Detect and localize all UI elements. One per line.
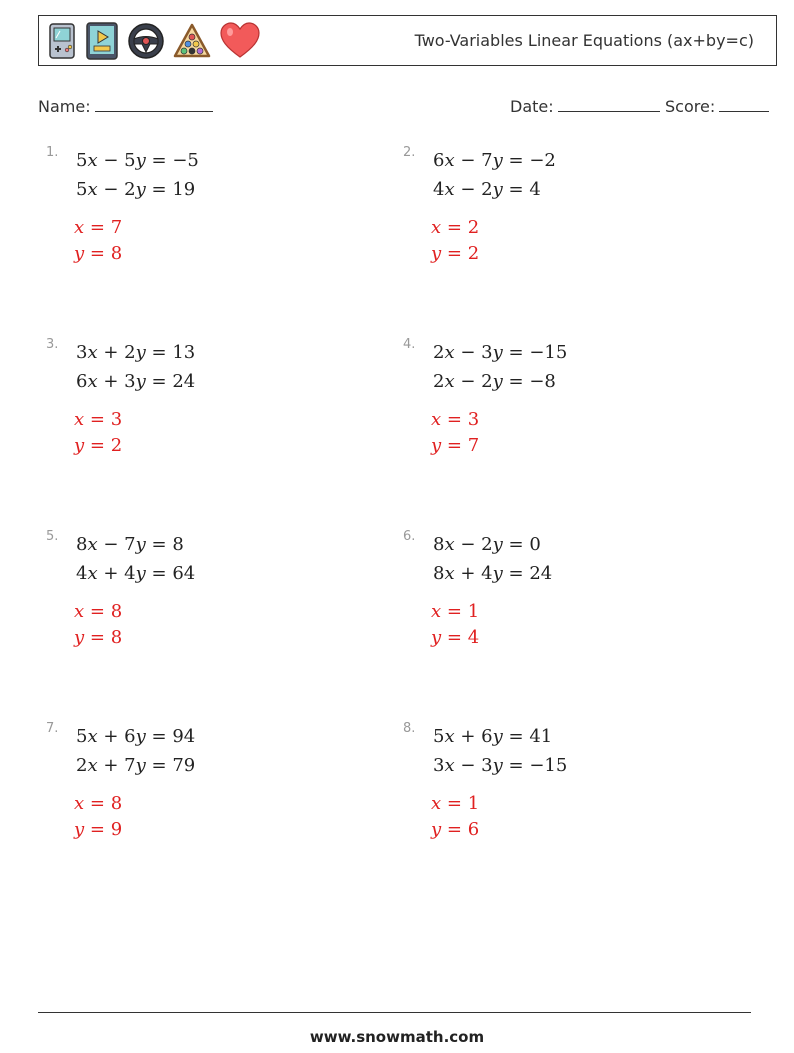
problem-2 xyxy=(403,145,733,325)
answer-y-value: 2 xyxy=(110,435,123,456)
var-y: y xyxy=(492,726,503,747)
heart-icon xyxy=(219,22,261,60)
answer-y-value: 4 xyxy=(467,627,480,648)
problem-4 xyxy=(403,337,733,517)
coef-b: 6 xyxy=(124,726,136,747)
var-y: y xyxy=(135,563,146,584)
var-y: y xyxy=(492,150,503,171)
coef-a: 4 xyxy=(76,563,88,584)
var-y: y xyxy=(492,179,503,200)
coef-b: 2 xyxy=(124,342,136,363)
coef-a: 3 xyxy=(76,342,88,363)
constant: 8 xyxy=(172,534,184,555)
answer-x-value: 8 xyxy=(110,793,123,814)
problem-number: 2. xyxy=(403,145,416,160)
name-label: Name: xyxy=(38,97,91,116)
var-y: y xyxy=(492,563,503,584)
answer-x-value: 1 xyxy=(467,793,480,814)
answer-y: y = 4 xyxy=(431,627,480,648)
problem-5 xyxy=(46,529,376,709)
var-y: y xyxy=(135,150,146,171)
date-line[interactable] xyxy=(558,93,660,112)
equation-1: 3x + 2y = 13 xyxy=(76,342,196,363)
answer-x: x = 1 xyxy=(431,793,480,814)
tablet-play-icon xyxy=(85,22,119,60)
coef-a: 2 xyxy=(433,342,445,363)
equation-1: 5x − 5y = −5 xyxy=(76,150,199,171)
constant: 64 xyxy=(172,563,196,584)
var-x: x xyxy=(87,179,98,200)
coef-b: 7 xyxy=(481,150,493,171)
coef-a: 8 xyxy=(433,534,445,555)
steering-wheel-icon xyxy=(127,22,165,60)
answer-y: y = 2 xyxy=(431,243,480,264)
answer-y: y = 2 xyxy=(74,435,123,456)
equation-1: 2x − 3y = −15 xyxy=(433,342,568,363)
operator: + xyxy=(103,726,119,747)
problem-number: 6. xyxy=(403,529,416,544)
footer-site: www.snowmath.com xyxy=(309,1028,485,1046)
answer-x: x = 8 xyxy=(74,793,123,814)
score-line[interactable] xyxy=(719,93,769,112)
var-y: y xyxy=(135,726,146,747)
var-x: x xyxy=(87,563,98,584)
constant: 79 xyxy=(172,755,196,776)
billiard-triangle-icon xyxy=(173,23,211,59)
answer-x-value: 3 xyxy=(110,409,123,430)
var-y: y xyxy=(135,371,146,392)
answer-y: y = 8 xyxy=(74,627,123,648)
date-field[interactable] xyxy=(510,93,660,116)
var-x: x xyxy=(87,726,98,747)
coef-a: 5 xyxy=(76,726,88,747)
coef-a: 5 xyxy=(76,179,88,200)
coef-b: 6 xyxy=(481,726,493,747)
var-x: x xyxy=(444,755,455,776)
answer-x-value: 2 xyxy=(467,217,480,238)
operator: − xyxy=(460,534,476,555)
var-x: x xyxy=(444,342,455,363)
problem-number: 5. xyxy=(46,529,59,544)
problem-8 xyxy=(403,721,733,901)
constant: −5 xyxy=(172,150,199,171)
operator: + xyxy=(460,726,476,747)
var-y: y xyxy=(135,342,146,363)
operator: + xyxy=(460,563,476,584)
problem-6 xyxy=(403,529,733,709)
answer-x-value: 8 xyxy=(110,601,123,622)
coef-b: 7 xyxy=(124,755,136,776)
var-x: x xyxy=(87,342,98,363)
coef-a: 4 xyxy=(433,179,445,200)
answer-y: y = 8 xyxy=(74,243,123,264)
coef-a: 6 xyxy=(433,150,445,171)
var-x: x xyxy=(444,563,455,584)
problem-1 xyxy=(46,145,376,325)
header-icons xyxy=(47,21,261,61)
problem-number: 7. xyxy=(46,721,59,736)
var-x: x xyxy=(87,150,98,171)
answer-y-value: 6 xyxy=(467,819,480,840)
var-x: x xyxy=(444,150,455,171)
footer-divider xyxy=(38,1012,751,1013)
var-x: x xyxy=(444,179,455,200)
problem-number: 3. xyxy=(46,337,59,352)
problem-7 xyxy=(46,721,376,901)
equation-2: 6x + 3y = 24 xyxy=(76,371,196,392)
operator: − xyxy=(103,534,119,555)
operator: + xyxy=(103,342,119,363)
answer-y-value: 8 xyxy=(110,243,123,264)
name-line[interactable] xyxy=(95,93,213,112)
answer-y-value: 8 xyxy=(110,627,123,648)
worksheet-title: Two-Variables Linear Equations (ax+by=c) xyxy=(414,31,754,50)
coef-a: 8 xyxy=(433,563,445,584)
constant: −15 xyxy=(529,342,568,363)
equation-1: 5x + 6y = 41 xyxy=(433,726,553,747)
answer-x-value: 7 xyxy=(110,217,123,238)
var-x: x xyxy=(87,534,98,555)
coef-a: 6 xyxy=(76,371,88,392)
equation-2: 2x + 7y = 79 xyxy=(76,755,196,776)
score-label: Score: xyxy=(665,97,716,116)
coef-b: 2 xyxy=(481,534,493,555)
answer-x: x = 3 xyxy=(74,409,123,430)
answer-y: y = 6 xyxy=(431,819,480,840)
var-y: y xyxy=(492,534,503,555)
answer-x: x = 7 xyxy=(74,217,123,238)
handheld-console-icon xyxy=(47,23,77,59)
var-y: y xyxy=(492,342,503,363)
equation-2: 8x + 4y = 24 xyxy=(433,563,553,584)
worksheet-header xyxy=(38,15,777,66)
equation-2: 4x + 4y = 64 xyxy=(76,563,196,584)
constant: 24 xyxy=(529,563,553,584)
operator: − xyxy=(460,150,476,171)
var-y: y xyxy=(135,534,146,555)
constant: 0 xyxy=(529,534,541,555)
var-y: y xyxy=(492,755,503,776)
constant: 19 xyxy=(172,179,196,200)
problem-number: 1. xyxy=(46,145,59,160)
answer-y-value: 9 xyxy=(110,819,123,840)
coef-a: 5 xyxy=(433,726,445,747)
score-field[interactable] xyxy=(665,93,769,116)
operator: − xyxy=(460,342,476,363)
var-x: x xyxy=(87,755,98,776)
constant: 4 xyxy=(529,179,541,200)
constant: 24 xyxy=(172,371,196,392)
coef-b: 2 xyxy=(481,179,493,200)
problem-number: 8. xyxy=(403,721,416,736)
coef-a: 3 xyxy=(433,755,445,776)
equation-1: 6x − 7y = −2 xyxy=(433,150,556,171)
operator: + xyxy=(103,563,119,584)
var-x: x xyxy=(444,534,455,555)
coef-b: 3 xyxy=(124,371,136,392)
problem-number: 4. xyxy=(403,337,416,352)
constant: −8 xyxy=(529,371,556,392)
answer-x: x = 1 xyxy=(431,601,480,622)
constant: −15 xyxy=(529,755,568,776)
date-label: Date: xyxy=(510,97,554,116)
var-y: y xyxy=(492,371,503,392)
operator: − xyxy=(103,179,119,200)
answer-x: x = 3 xyxy=(431,409,480,430)
operator: + xyxy=(103,755,119,776)
answer-y: y = 7 xyxy=(431,435,480,456)
operator: − xyxy=(460,371,476,392)
equation-2: 4x − 2y = 4 xyxy=(433,179,541,200)
operator: + xyxy=(103,371,119,392)
coef-b: 3 xyxy=(481,342,493,363)
answer-y: y = 9 xyxy=(74,819,123,840)
var-x: x xyxy=(444,371,455,392)
problem-3 xyxy=(46,337,376,517)
constant: 41 xyxy=(529,726,553,747)
equation-2: 5x − 2y = 19 xyxy=(76,179,196,200)
coef-b: 7 xyxy=(124,534,136,555)
operator: − xyxy=(103,150,119,171)
coef-b: 4 xyxy=(124,563,136,584)
var-x: x xyxy=(444,726,455,747)
answer-x: x = 2 xyxy=(431,217,480,238)
name-field[interactable] xyxy=(38,93,213,116)
equation-2: 3x − 3y = −15 xyxy=(433,755,568,776)
operator: − xyxy=(460,755,476,776)
coef-b: 5 xyxy=(124,150,136,171)
coef-b: 3 xyxy=(481,755,493,776)
equation-1: 8x − 2y = 0 xyxy=(433,534,541,555)
answer-x-value: 3 xyxy=(467,409,480,430)
answer-y-value: 2 xyxy=(467,243,480,264)
operator: − xyxy=(460,179,476,200)
coef-b: 2 xyxy=(481,371,493,392)
equation-2: 2x − 2y = −8 xyxy=(433,371,556,392)
equation-1: 5x + 6y = 94 xyxy=(76,726,196,747)
coef-b: 4 xyxy=(481,563,493,584)
coef-b: 2 xyxy=(124,179,136,200)
var-x: x xyxy=(87,371,98,392)
equation-1: 8x − 7y = 8 xyxy=(76,534,184,555)
constant: −2 xyxy=(529,150,556,171)
var-y: y xyxy=(135,179,146,200)
constant: 13 xyxy=(172,342,196,363)
coef-a: 2 xyxy=(433,371,445,392)
coef-a: 8 xyxy=(76,534,88,555)
answer-x-value: 1 xyxy=(467,601,480,622)
coef-a: 2 xyxy=(76,755,88,776)
coef-a: 5 xyxy=(76,150,88,171)
answer-y-value: 7 xyxy=(467,435,480,456)
constant: 94 xyxy=(172,726,196,747)
var-y: y xyxy=(135,755,146,776)
answer-x: x = 8 xyxy=(74,601,123,622)
